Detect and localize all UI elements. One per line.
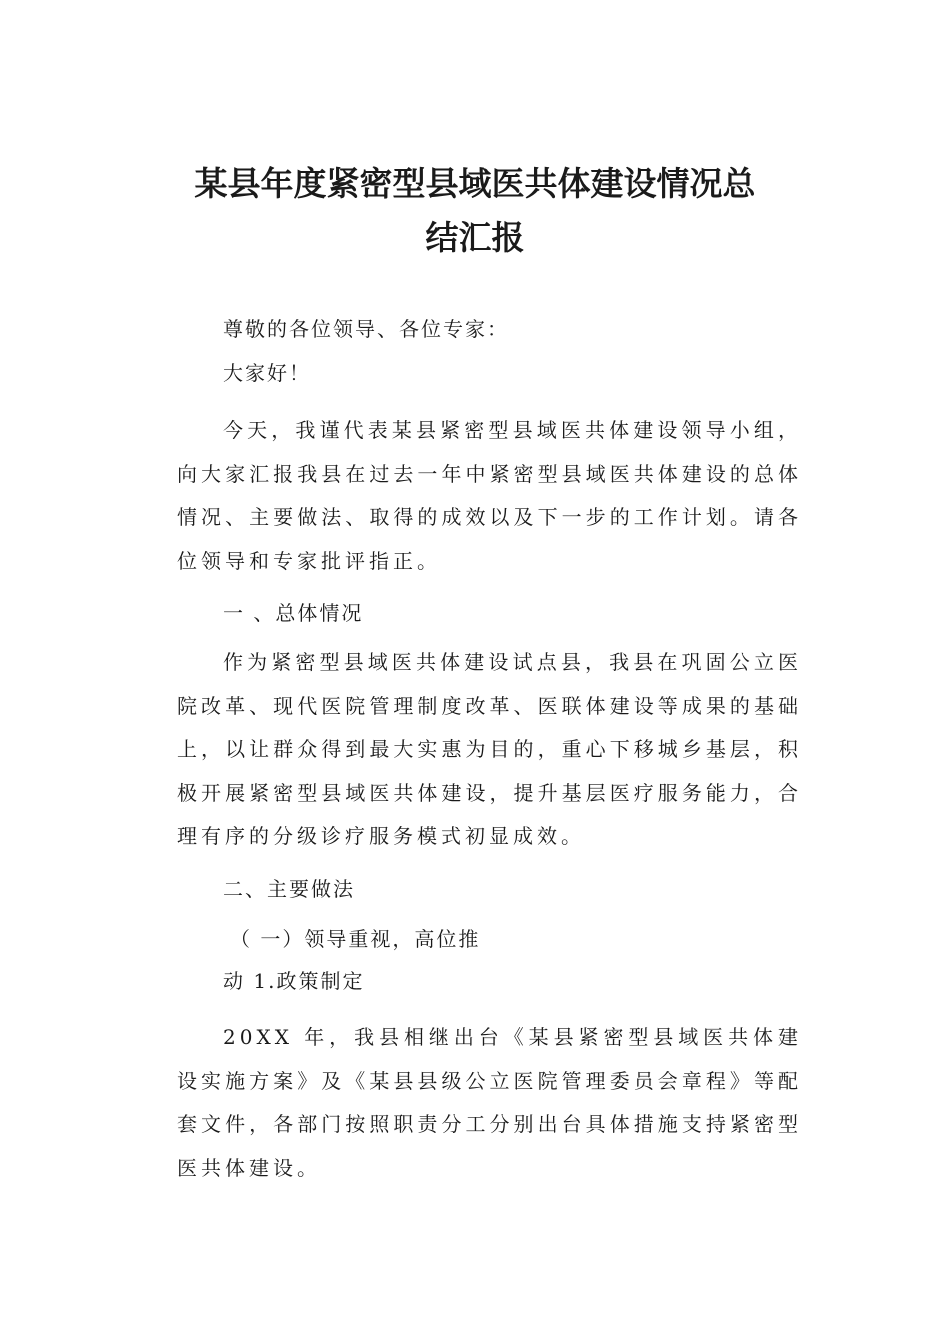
greeting: 大家好！ bbox=[223, 361, 311, 385]
document-title-line1: 某县年度紧密型县域医共体建设情况总 bbox=[194, 164, 756, 203]
section2-heading: 二、主要做法 bbox=[223, 877, 355, 901]
subsection1-heading: （ 一）领导重视，高位推 bbox=[230, 927, 481, 951]
salutation: 尊敬的各位领导、各位专家： bbox=[223, 317, 509, 341]
policy-paragraph: 20XX 年，我县相继出台《某县紧密型县域医共体建设实施方案》及《某县县级公立医院管理委员会章程》等配套文件，各部门按照职责分工分别出台具体措施支持紧密型医共体建设。 bbox=[177, 1025, 802, 1180]
section1-heading: 一 、总体情况 bbox=[223, 601, 364, 625]
document-title-line2: 结汇报 bbox=[425, 218, 525, 257]
section1-paragraph: 作为紧密型县域医共体建设试点县，我县在巩固公立医院改革、现代医院管理制度改革、医联体建设等成果的基础上，以让群众得到最大实惠为目的，重心下移城乡基层，积极开展紧密型县域医共体建设，提升基层医疗服务能力，合理有序的分级诊疗服务模式初显成效。 bbox=[177, 650, 802, 848]
subsection1-policy-heading: 动 1.政策制定 bbox=[223, 969, 365, 993]
intro-paragraph: 今天，我谨代表某县紧密型县域医共体建设领导小组，向大家汇报我县在过去一年中紧密型县域医共体建设的总体情况、主要做法、取得的成效以及下一步的工作计划。请各位领导和专家批评指正。 bbox=[177, 418, 802, 573]
